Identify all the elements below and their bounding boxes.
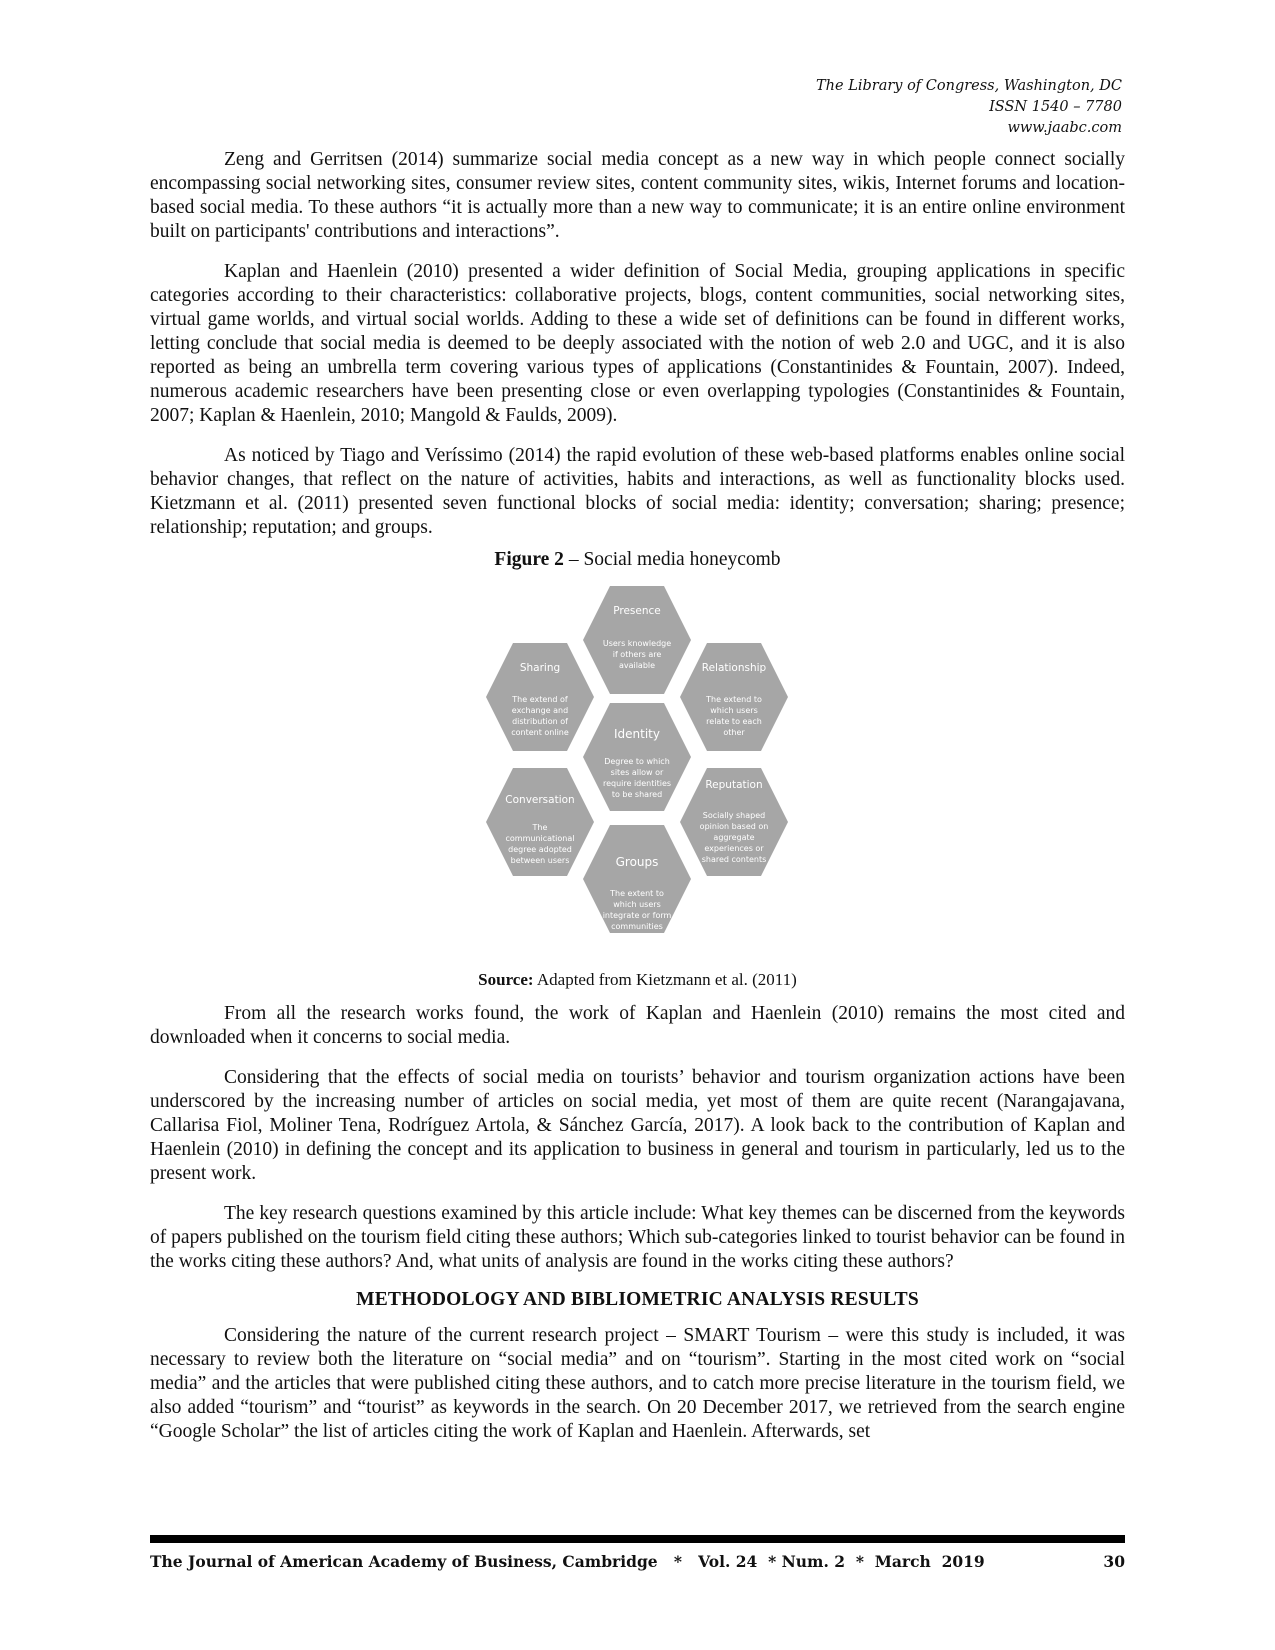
hex-reputation: [680, 768, 788, 876]
hex-conversation-desc-4: between users: [510, 856, 570, 865]
hex-groups-desc-2: which users: [613, 900, 661, 909]
hex-identity-desc-4: to be shared: [611, 790, 663, 799]
hex-identity-desc-1: Degree to which: [604, 757, 670, 766]
hex-groups: [583, 825, 691, 933]
footer-rule: [150, 1535, 1125, 1543]
paragraph-most-cited: From all the research works found, the work of Kaplan and Haenlein (2010) remains the most cited and downloaded when it concerns to social media.: [150, 1003, 1125, 1048]
hex-relationship-desc-4: other: [723, 728, 745, 737]
hex-sharing-title: Sharing: [519, 662, 561, 674]
section-heading: METHODOLOGY AND BIBLIOMETRIC ANALYSIS RESULTS: [356, 1289, 919, 1310]
hex-relationship-desc-1: The extend to: [706, 695, 762, 704]
hex-conversation-desc-3: degree adopted: [508, 845, 572, 854]
figure-source-label: Source:: [478, 970, 534, 989]
paragraph-methodology: Considering the nature of the current research project – SMART Tourism – were this study is included, it was necessary to review both the literature on “social media” and on “tourism”. Starting in the most cited work on “social media” and the articles that were published citing these authors, and to catch more precise literature in the tourism field, we also added “tourism” and “tourist” as keywords in the search. On 20 December 2017, we retrieved from the search engine “Google Scholar” the list of articles citing the work of Kaplan and Haenlein. Afterwards, set: [150, 1325, 1125, 1442]
hex-conversation-title: Conversation: [505, 794, 575, 806]
hex-presence: [583, 586, 691, 694]
hex-sharing: [486, 643, 594, 751]
hex-identity-desc-2: sites allow or: [610, 768, 664, 777]
hex-sharing-desc-2: exchange and: [511, 706, 569, 715]
paragraph-kaplan-haenlein: Kaplan and Haenlein (2010) presented a wider definition of Social Media, grouping applications in specific categories according to their characteristics: collaborative projects, blogs, content communities, social networking sites, virtual game worlds, and virtual social worlds. Adding to these a wide set of definitions can be found in different works, letting conclude that social media is deemed to be deeply associated with the notion of web 2.0 and UGC, and it is also reported as being an umbrella term covering various types of applications (Constantinides & Fountain, 2007). Indeed, numerous academic researchers have been presenting close or even overlapping typologies (Constantinides & Fountain, 2007; Kaplan & Haenlein, 2010; Mangold & Faulds, 2009).: [150, 261, 1125, 426]
hex-presence-desc-2: if others are: [612, 650, 662, 659]
paragraph-zeng-gerritsen: Zeng and Gerritsen (2014) summarize social media concept as a new way in which people connect socially encompassing social networking sites, consumer review sites, content community sites, wikis, Internet forums and location-based social media. To these authors “it is actually more than a new way to communicate; it is an entire online environment built on participants' contributions and interactions”.: [150, 149, 1125, 242]
figure-source: [150, 968, 1125, 992]
hex-identity: [583, 703, 691, 811]
hex-relationship-desc-3: relate to each: [706, 717, 762, 726]
hex-sharing-desc-4: content online: [511, 728, 569, 737]
hex-reputation-title: Reputation: [705, 779, 763, 791]
running-header: [816, 76, 1122, 139]
hex-groups-desc-4: communities: [611, 922, 663, 931]
hex-sharing-desc-3: distribution of: [512, 717, 568, 726]
hex-relationship-title: Relationship: [701, 662, 767, 674]
hex-conversation-desc-1: The: [532, 823, 548, 832]
figure-source-text: Adapted from Kietzmann et al. (2011): [533, 970, 797, 989]
hex-reputation-desc-3: aggregate: [713, 833, 755, 842]
header-website: www.jaabc.com: [1007, 120, 1122, 136]
hex-groups-title: Groups: [615, 855, 659, 869]
figure-caption: [150, 548, 1125, 572]
hex-presence-desc-1: Users knowledge: [602, 639, 672, 648]
hex-groups-desc-3: integrate or form: [602, 911, 672, 920]
footer-journal: The Journal of American Academy of Business, Cambridge * Vol. 24 * Num. 2 * March 2019: [150, 1552, 985, 1571]
hex-reputation-desc-5: shared contents: [701, 855, 767, 864]
figure-honeycomb: [150, 578, 1125, 968]
header-issn: ISSN 1540 – 7780: [989, 99, 1122, 115]
hex-identity-title: Identity: [614, 727, 660, 741]
hex-presence-title: Presence: [613, 605, 661, 617]
header-publisher: The Library of Congress, Washington, DC: [816, 78, 1122, 94]
hex-relationship: [680, 643, 788, 751]
footer-page-number: 30: [1103, 1552, 1125, 1571]
hex-identity-desc-3: require identities: [602, 779, 672, 788]
honeycomb-diagram: [454, 578, 820, 968]
hex-groups-desc-1: The extent to: [610, 889, 664, 898]
figure-label: Figure 2: [494, 549, 564, 570]
figure-caption-text: – Social media honeycomb: [563, 549, 781, 570]
article-body: [150, 148, 1125, 1444]
hex-reputation-desc-2: opinion based on: [699, 822, 769, 831]
hex-conversation: [486, 768, 594, 876]
paragraph-effects-tourism: Considering that the effects of social media on tourists’ behavior and tourism organization actions have been underscored by the increasing number of articles on social media, yet most of them are quite recent (Narangajavana, Callarisa Fiol, Moliner Tena, Rodríguez Artola, & Sánchez García, 2017). A look back to the contribution of Kaplan and Haenlein (2010) in defining the concept and its application to business in general and tourism in particularly, led us to the present work.: [150, 1067, 1125, 1184]
paragraph-research-questions: The key research questions examined by this article include: What key themes can be discerned from the keywords of papers published on the tourism field citing these authors; Which sub-categories linked to tourist behavior can be found in the works citing these authors? And, what units of analysis are found in the works citing these authors?: [150, 1203, 1125, 1272]
hex-reputation-desc-4: experiences or: [704, 844, 764, 853]
hex-relationship-desc-2: which users: [710, 706, 758, 715]
hex-sharing-desc-1: The extend of: [512, 695, 568, 704]
hex-presence-desc-3: available: [618, 661, 656, 670]
hex-conversation-desc-2: communicational: [505, 834, 575, 843]
paragraph-tiago-verissimo: As noticed by Tiago and Veríssimo (2014) the rapid evolution of these web-based platforms enables online social behavior changes, that reflect on the nature of activities, habits and interactions, as well as functionality blocks used. Kietzmann et al. (2011) presented seven functional blocks of social media: identity; conversation; sharing; presence; relationship; reputation; and groups.: [150, 445, 1125, 538]
hex-reputation-desc-1: Socially shaped: [702, 811, 766, 820]
